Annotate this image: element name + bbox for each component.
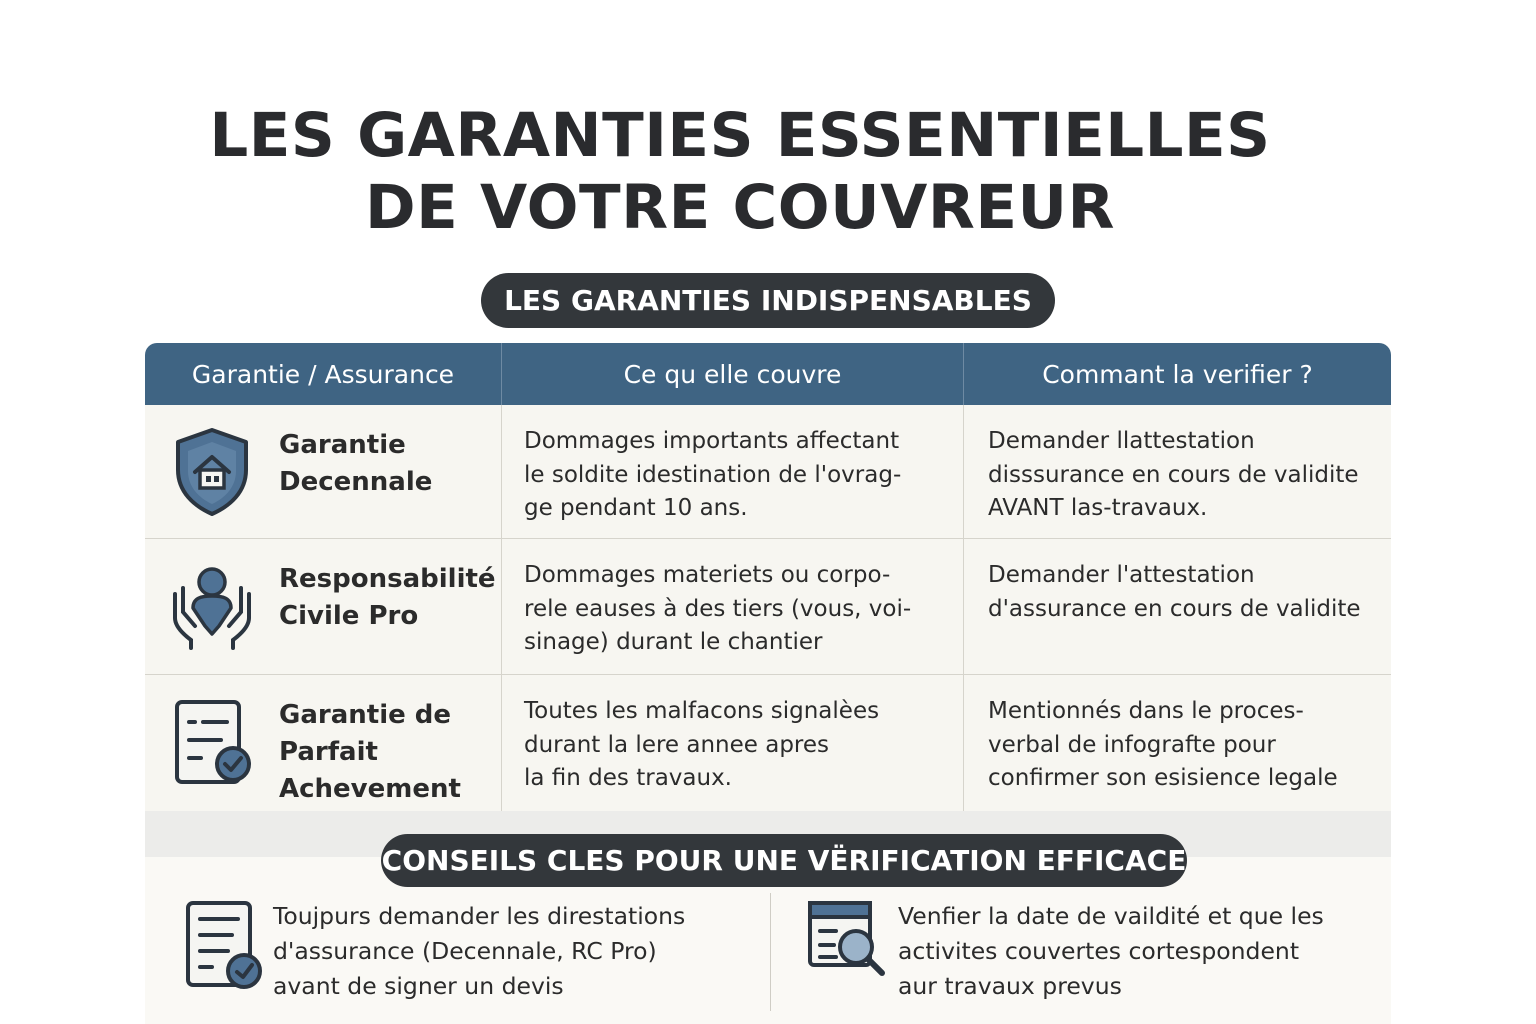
checklist-icon	[171, 698, 253, 788]
table-header	[145, 343, 1391, 405]
verify-text: Demander l'attestation d'assurance en cours de validite	[988, 562, 1361, 622]
covers-text: Toutes les malfacons signalèes durant la lere annee apres la fin des travaux.	[524, 698, 880, 791]
header-verifier: Commant la verifier ?	[1042, 359, 1313, 389]
title-line-1: LES GARANTIES ESSENTIELLES	[209, 100, 1271, 171]
tip-text: Toujpurs demander les direstations d'assurance (Decennale, RC Pro) avant de signer un devis	[273, 902, 686, 1000]
covers-cell	[502, 405, 964, 538]
document-check-icon	[182, 899, 262, 991]
verify-cell	[964, 675, 1391, 811]
title-line-2: DE VOTRE COUVREUR	[364, 172, 1116, 243]
verify-text: Mentionnés dans le proces- verbal de infografte pour confirmer son esisience legale	[988, 698, 1338, 791]
guarantee-name: Garantie Decennale	[279, 430, 433, 497]
covers-cell	[502, 539, 964, 674]
table-row	[145, 538, 1391, 674]
verify-text: Demander llattestation disssurance en cours de validite AVANT las-travaux.	[988, 428, 1359, 521]
covers-text: Dommages importants affectant le soldite idestination de l'ovrag- ge pendant 10 ans.	[524, 428, 902, 521]
guarantee-name: Garantie de Parfait Achevement	[279, 700, 461, 804]
guarantee-name-cell	[145, 539, 502, 674]
page-title	[0, 100, 1480, 244]
header-garantie: Garantie / Assurance	[145, 343, 502, 405]
verify-cell	[964, 539, 1391, 674]
section-pill-conseils: CONSEILS CLES POUR UNE VËRIFICATION EFFICACE	[381, 834, 1187, 887]
tip-item	[800, 889, 1380, 1004]
header-couvre: Ce qu elle couvre	[502, 343, 964, 405]
tip-text: Venfier la date de vaildité et que les activites couvertes cortespondent aur travaux prevus	[898, 902, 1324, 1000]
covers-cell	[502, 675, 964, 811]
guarantees-table	[145, 343, 1391, 811]
shield-house-icon	[172, 426, 252, 518]
search-document-icon	[806, 899, 888, 979]
section-pill-indispensables: LES GARANTIES INDISPENSABLES	[481, 273, 1055, 328]
guarantee-name-cell	[145, 675, 502, 811]
covers-text: Dommages materiets ou corpo- rele eauses à des tiers (vous, voi- sinage) durant le chantier	[524, 562, 912, 655]
tip-item	[175, 889, 765, 1004]
table-row	[145, 405, 1391, 538]
guarantee-name: Responsabilité Civile Pro	[279, 564, 496, 631]
verify-cell	[964, 405, 1391, 538]
table-row	[145, 674, 1391, 811]
tips-divider	[770, 893, 771, 1011]
hands-person-icon	[169, 564, 255, 650]
guarantee-name-cell	[145, 405, 502, 538]
